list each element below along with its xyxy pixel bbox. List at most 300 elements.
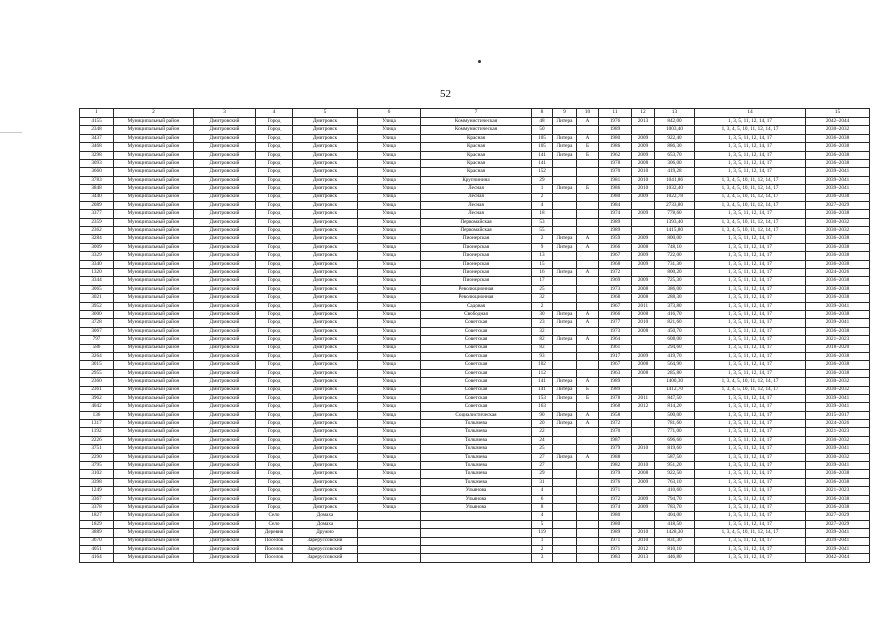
table-cell bbox=[553, 352, 577, 360]
table-cell: Муниципальный район bbox=[114, 495, 194, 503]
table-cell: Красная bbox=[421, 168, 532, 176]
table-cell: 1977 bbox=[599, 319, 632, 327]
table-cell: 3367 bbox=[80, 495, 114, 503]
table-cell: Улица bbox=[358, 319, 421, 327]
table-cell bbox=[632, 512, 655, 520]
table-cell: 3889 bbox=[80, 529, 114, 537]
table-cell bbox=[553, 218, 577, 226]
table-cell: 2018–2020 bbox=[806, 344, 870, 352]
table-row bbox=[80, 252, 870, 260]
table-cell: Улица bbox=[358, 151, 421, 159]
table-cell: Зареруссовский bbox=[293, 537, 358, 545]
table-cell: 32 bbox=[532, 294, 553, 302]
table-cell: Литера bbox=[553, 319, 577, 327]
table-cell: 4051 bbox=[80, 545, 114, 553]
table-cell: 3093 bbox=[80, 159, 114, 167]
table-cell: Дмитровский bbox=[194, 545, 256, 553]
table-cell: 1, 3, 4, 5, 10, 11, 12, 14, 17 bbox=[695, 193, 806, 201]
table-cell: 1967 bbox=[599, 252, 632, 260]
table-cell: 446,80 bbox=[655, 554, 695, 562]
table-cell: Поселок bbox=[256, 537, 293, 545]
table-cell: Улица bbox=[358, 269, 421, 277]
table-cell bbox=[421, 520, 532, 528]
table-cell: Дмитровский bbox=[194, 143, 256, 151]
table-cell: Толкачева bbox=[421, 470, 532, 478]
table-cell: Муниципальный район bbox=[114, 386, 194, 394]
column-number: 15 bbox=[806, 109, 870, 118]
table-cell: 1, 3, 5, 11, 12, 14, 17 bbox=[695, 243, 806, 251]
table-cell bbox=[577, 545, 599, 553]
table-cell: Город bbox=[256, 210, 293, 218]
table-cell: А bbox=[577, 235, 599, 243]
table-cell bbox=[358, 537, 421, 545]
table-cell bbox=[632, 378, 655, 386]
table-cell: 1, 3, 4, 5, 10, 11, 12, 14, 17 bbox=[695, 378, 806, 386]
table-cell: Дмитровск bbox=[293, 185, 358, 193]
table-row bbox=[80, 302, 870, 310]
table-cell: 6 bbox=[532, 495, 553, 503]
table-cell: Улица bbox=[358, 243, 421, 251]
table-cell: Дмитровск bbox=[293, 470, 358, 478]
table-row bbox=[80, 470, 870, 478]
table-cell: 2361 bbox=[80, 386, 114, 394]
table-cell: 794,70 bbox=[655, 495, 695, 503]
table-cell: 2 bbox=[532, 302, 553, 310]
table-cell: Дмитровск bbox=[293, 453, 358, 461]
table-cell: 3340 bbox=[80, 260, 114, 268]
table-cell: 814,20 bbox=[655, 403, 695, 411]
table-cell: Муниципальный район bbox=[114, 503, 194, 511]
table-cell: Дмитровск bbox=[293, 134, 358, 142]
table-cell: 1, 3, 4, 5, 10, 11, 12, 14, 17 bbox=[695, 386, 806, 394]
table-cell: 1971 bbox=[599, 545, 632, 553]
table-cell: Дмитровск bbox=[293, 243, 358, 251]
table-cell: Садовая bbox=[421, 302, 532, 310]
table-cell: Муниципальный район bbox=[114, 285, 194, 293]
table-cell: 821,60 bbox=[655, 319, 695, 327]
table-cell: 778,60 bbox=[655, 210, 695, 218]
table-cell: 48 bbox=[532, 118, 553, 126]
table-cell: Муниципальный район bbox=[114, 411, 194, 419]
table-cell bbox=[421, 512, 532, 520]
table-cell: 2010 bbox=[632, 168, 655, 176]
table-row bbox=[80, 294, 870, 302]
table-cell bbox=[553, 445, 577, 453]
table-cell: 141 bbox=[532, 151, 553, 159]
table-cell: Зареруссовский bbox=[293, 545, 358, 553]
table-cell: Советская bbox=[421, 386, 532, 394]
table-cell bbox=[553, 478, 577, 486]
column-number: 14 bbox=[695, 109, 806, 118]
table-cell bbox=[577, 478, 599, 486]
table-cell: 2362 bbox=[80, 227, 114, 235]
table-cell: Дмитровский bbox=[194, 134, 256, 142]
table-cell: Муниципальный район bbox=[114, 252, 194, 260]
table-cell: Дмитровский bbox=[194, 470, 256, 478]
table-cell bbox=[553, 260, 577, 268]
table-cell: Город bbox=[256, 302, 293, 310]
table-cell: Первомайская bbox=[421, 218, 532, 226]
table-cell: Муниципальный район bbox=[114, 235, 194, 243]
table-cell: Улица bbox=[358, 118, 421, 126]
table-cell bbox=[553, 520, 577, 528]
table-cell: 2009 bbox=[632, 235, 655, 243]
table-cell: 2036–2038 bbox=[806, 285, 870, 293]
table-cell: Город bbox=[256, 436, 293, 444]
table-cell: 748,10 bbox=[655, 243, 695, 251]
table-cell: Город bbox=[256, 327, 293, 335]
table-cell: Муниципальный район bbox=[114, 436, 194, 444]
table-cell: 30 bbox=[532, 310, 553, 318]
table-cell: 1980 bbox=[599, 193, 632, 201]
table-cell bbox=[553, 436, 577, 444]
table-cell: 1967 bbox=[599, 302, 632, 310]
table-cell: Улица bbox=[358, 411, 421, 419]
table-cell: 781,60 bbox=[655, 420, 695, 428]
table-cell: 2030–2032 bbox=[806, 453, 870, 461]
table-cell: 105 bbox=[532, 143, 553, 151]
table-cell: Лесная bbox=[421, 201, 532, 209]
table-cell: 1, 3, 5, 11, 12, 14, 17 bbox=[695, 428, 806, 436]
table-cell: 1970 bbox=[599, 428, 632, 436]
table-cell: 922,50 bbox=[655, 470, 695, 478]
table-cell: 82 bbox=[532, 344, 553, 352]
table-row bbox=[80, 285, 870, 293]
table-cell: 24 bbox=[532, 436, 553, 444]
table-cell: 3021 bbox=[80, 294, 114, 302]
table-cell: 2024–2026 bbox=[806, 269, 870, 277]
table-cell: 2036–2038 bbox=[806, 495, 870, 503]
table-cell: 50 bbox=[532, 126, 553, 134]
table-cell: 1, 3, 5, 11, 12, 14, 17 bbox=[695, 503, 806, 511]
table-cell: 22 bbox=[532, 428, 553, 436]
table-cell: Дмитровский bbox=[194, 529, 256, 537]
table-cell: 1 bbox=[532, 537, 553, 545]
table-cell: А bbox=[577, 411, 599, 419]
table-cell: Дмитровск bbox=[293, 378, 358, 386]
table-cell: 2030–2032 bbox=[806, 126, 870, 134]
table-cell: 1, 3, 4, 5, 10, 11, 12, 14, 17 bbox=[695, 227, 806, 235]
table-cell: Дмитровск bbox=[293, 285, 358, 293]
table-cell bbox=[553, 462, 577, 470]
table-cell: Город bbox=[256, 369, 293, 377]
table-cell: Дмитровский bbox=[194, 554, 256, 562]
table-cell bbox=[577, 436, 599, 444]
table-cell: 53 bbox=[532, 218, 553, 226]
table-cell: 2039–2041 bbox=[806, 394, 870, 402]
table-cell: 112 bbox=[532, 369, 553, 377]
table-cell: Город bbox=[256, 344, 293, 352]
table-cell: Муниципальный район bbox=[114, 118, 194, 126]
table-cell: 800,20 bbox=[655, 269, 695, 277]
table-cell: 1, 3, 4, 5, 10, 11, 12, 14, 17 bbox=[695, 529, 806, 537]
table-cell: 2042–2044 bbox=[806, 118, 870, 126]
table-cell: 1979 bbox=[599, 445, 632, 453]
table-cell: 141 bbox=[532, 378, 553, 386]
table-cell: 2009 bbox=[632, 352, 655, 360]
table-cell: Дмитровский bbox=[194, 386, 256, 394]
table-cell: 3962 bbox=[80, 394, 114, 402]
table-cell: Город bbox=[256, 310, 293, 318]
table-cell: Дмитровск bbox=[293, 352, 358, 360]
table-cell: Дмитровский bbox=[194, 218, 256, 226]
column-number: 12 bbox=[632, 109, 655, 118]
table-cell: 847,50 bbox=[655, 394, 695, 402]
table-cell: 55 bbox=[532, 227, 553, 235]
table-cell: Город bbox=[256, 252, 293, 260]
table-cell: Дмитровск bbox=[293, 277, 358, 285]
table-cell: 3329 bbox=[80, 252, 114, 260]
table-cell: Дмитровск bbox=[293, 344, 358, 352]
table-cell: 1968 bbox=[599, 260, 632, 268]
table-cell: 2036–2038 bbox=[806, 193, 870, 201]
table-cell: 3952 bbox=[80, 302, 114, 310]
table-cell: Город bbox=[256, 227, 293, 235]
table-cell: Город bbox=[256, 428, 293, 436]
table-cell bbox=[553, 529, 577, 537]
table-row bbox=[80, 227, 870, 235]
table-cell: Дмитровский bbox=[194, 487, 256, 495]
table-cell: Дмитровский bbox=[194, 503, 256, 511]
table-cell bbox=[577, 210, 599, 218]
table-cell: 4 bbox=[532, 201, 553, 209]
table-cell: Город bbox=[256, 478, 293, 486]
table-cell: Улица bbox=[358, 260, 421, 268]
table-cell: 1989 bbox=[599, 386, 632, 394]
table-row bbox=[80, 336, 870, 344]
table-cell bbox=[553, 210, 577, 218]
table-cell: 1, 3, 4, 5, 10, 11, 12, 14, 17 bbox=[695, 126, 806, 134]
table-cell: Дмитровский bbox=[194, 227, 256, 235]
table-cell: Дмитровск bbox=[293, 210, 358, 218]
table-cell: Улица bbox=[358, 495, 421, 503]
table-cell: Дмитровск bbox=[293, 336, 358, 344]
table-cell: Дмитровск bbox=[293, 327, 358, 335]
table-row bbox=[80, 503, 870, 511]
table-cell: 1989 bbox=[599, 126, 632, 134]
table-cell: 1, 3, 5, 11, 12, 14, 17 bbox=[695, 302, 806, 310]
table-row bbox=[80, 386, 870, 394]
table-cell: 2036–2038 bbox=[806, 503, 870, 511]
table-cell: Улица bbox=[358, 159, 421, 167]
table-row bbox=[80, 327, 870, 335]
table-cell: Домаха bbox=[293, 512, 358, 520]
table-cell: 2013 bbox=[632, 554, 655, 562]
table-cell: Коммунистическая bbox=[421, 118, 532, 126]
table-cell: Дмитровск bbox=[293, 495, 358, 503]
table-cell: Улица bbox=[358, 420, 421, 428]
table-cell: 819,60 bbox=[655, 445, 695, 453]
table-cell: Дмитровск bbox=[293, 503, 358, 511]
table-cell: Дмитровский bbox=[194, 294, 256, 302]
table-cell bbox=[632, 201, 655, 209]
table-cell: Улица bbox=[358, 235, 421, 243]
table-row bbox=[80, 118, 870, 126]
column-number: 2 bbox=[114, 109, 194, 118]
table-cell: 2348 bbox=[80, 126, 114, 134]
table-cell bbox=[553, 327, 577, 335]
table-cell: Дмитровский bbox=[194, 520, 256, 528]
table-cell: Город bbox=[256, 411, 293, 419]
table-cell: Улица bbox=[358, 403, 421, 411]
table-cell: Улица bbox=[358, 487, 421, 495]
table-cell: 2030–2032 bbox=[806, 436, 870, 444]
table-cell: 2008 bbox=[632, 294, 655, 302]
table-cell: Город bbox=[256, 126, 293, 134]
table-cell: 2036–2038 bbox=[806, 159, 870, 167]
table-cell: 2039–2041 bbox=[806, 185, 870, 193]
table-row bbox=[80, 403, 870, 411]
table-cell: 1, 3, 5, 11, 12, 14, 17 bbox=[695, 294, 806, 302]
table-cell: Муниципальный район bbox=[114, 554, 194, 562]
table-cell: 1, 3, 5, 11, 12, 14, 17 bbox=[695, 554, 806, 562]
table-cell: Дмитровск bbox=[293, 369, 358, 377]
table-cell: Крупчинина bbox=[421, 176, 532, 184]
table-row bbox=[80, 143, 870, 151]
table-row bbox=[80, 394, 870, 402]
table-cell: Лесная bbox=[421, 210, 532, 218]
table-cell: 2036–2038 bbox=[806, 260, 870, 268]
table-cell: Муниципальный район bbox=[114, 428, 194, 436]
table-cell: 1978 bbox=[599, 394, 632, 402]
table-cell: Дмитровский bbox=[194, 352, 256, 360]
table-cell: 3783 bbox=[80, 176, 114, 184]
table-cell: Литера bbox=[553, 453, 577, 461]
table-cell: 1981 bbox=[599, 176, 632, 184]
table-cell: 1971 bbox=[599, 487, 632, 495]
table-cell: Город bbox=[256, 403, 293, 411]
table-cell: 2036–2038 bbox=[806, 143, 870, 151]
table-cell: 1, 3, 5, 11, 12, 14, 17 bbox=[695, 403, 806, 411]
table-cell: 1400,30 bbox=[655, 378, 695, 386]
table-cell: Улица bbox=[358, 185, 421, 193]
table-cell: Литера bbox=[553, 243, 577, 251]
table-cell: 1, 3, 5, 11, 12, 14, 17 bbox=[695, 168, 806, 176]
table-cell bbox=[358, 512, 421, 520]
table-cell: 1 bbox=[532, 185, 553, 193]
table-cell: 410,60 bbox=[655, 487, 695, 495]
table-cell: Муниципальный район bbox=[114, 227, 194, 235]
table-cell bbox=[577, 327, 599, 335]
table-cell: 4 bbox=[532, 487, 553, 495]
table-cell: 2036–2038 bbox=[806, 252, 870, 260]
table-cell: Литера bbox=[553, 386, 577, 394]
table-row bbox=[80, 193, 870, 201]
table-cell: Дмитровск bbox=[293, 428, 358, 436]
table-cell: 2010 bbox=[632, 529, 655, 537]
table-cell: 419,70 bbox=[655, 352, 695, 360]
table-cell bbox=[577, 445, 599, 453]
table-cell: Б bbox=[577, 394, 599, 402]
table-cell: 2030–2032 bbox=[806, 378, 870, 386]
table-cell: 3015 bbox=[80, 361, 114, 369]
table-cell: Дмитровск bbox=[293, 227, 358, 235]
table-cell: 1959 bbox=[599, 235, 632, 243]
table-cell bbox=[632, 436, 655, 444]
table-cell bbox=[577, 487, 599, 495]
page-number: 52 bbox=[440, 88, 451, 100]
table-cell: 1003,40 bbox=[655, 126, 695, 134]
table-cell: Литера bbox=[553, 151, 577, 159]
table-cell bbox=[577, 126, 599, 134]
table-cell: Город bbox=[256, 294, 293, 302]
table-cell: Улица bbox=[358, 361, 421, 369]
table-cell: 2027–2029 bbox=[806, 512, 870, 520]
table-cell: Дмитровский bbox=[194, 185, 256, 193]
table-cell bbox=[632, 487, 655, 495]
table-row bbox=[80, 378, 870, 386]
table-cell: 1989 bbox=[599, 227, 632, 235]
table-cell: 2021–2023 bbox=[806, 487, 870, 495]
table-cell: Муниципальный район bbox=[114, 126, 194, 134]
table-cell: 3000 bbox=[80, 310, 114, 318]
table-cell: 404,00 bbox=[655, 512, 695, 520]
table-cell: 1972 bbox=[599, 269, 632, 277]
table-cell: 2009 bbox=[632, 151, 655, 159]
table-cell: Литера bbox=[553, 310, 577, 318]
table-cell: 1, 3, 5, 11, 12, 14, 17 bbox=[695, 252, 806, 260]
table-cell: 32 bbox=[532, 327, 553, 335]
table-cell: 25 bbox=[532, 445, 553, 453]
table-row bbox=[80, 319, 870, 327]
table-cell bbox=[553, 201, 577, 209]
table-cell: А bbox=[577, 243, 599, 251]
housing-registry-table bbox=[79, 108, 870, 563]
table-cell bbox=[632, 344, 655, 352]
table-cell: Улица bbox=[358, 369, 421, 377]
table-cell: А bbox=[577, 378, 599, 386]
table-cell bbox=[632, 218, 655, 226]
table-cell: 1, 3, 5, 11, 12, 14, 17 bbox=[695, 470, 806, 478]
table-cell bbox=[553, 285, 577, 293]
table-cell: Муниципальный район bbox=[114, 529, 194, 537]
table-cell: 2039–2041 bbox=[806, 462, 870, 470]
table-cell: 1, 3, 5, 11, 12, 14, 17 bbox=[695, 269, 806, 277]
table-cell: Б bbox=[577, 185, 599, 193]
table-cell bbox=[632, 386, 655, 394]
table-cell: А bbox=[577, 134, 599, 142]
table-cell: 2010 bbox=[632, 445, 655, 453]
table-cell bbox=[577, 294, 599, 302]
table-cell: Муниципальный район bbox=[114, 369, 194, 377]
table-cell: 1967 bbox=[599, 361, 632, 369]
table-cell: 1979 bbox=[599, 470, 632, 478]
table-cell: Дмитровск bbox=[293, 294, 358, 302]
column-number: 9 bbox=[553, 109, 577, 118]
table-cell: Улица bbox=[358, 218, 421, 226]
table-cell: Дмитровский bbox=[194, 243, 256, 251]
table-cell: Лесная bbox=[421, 193, 532, 201]
table-cell: 1, 3, 5, 11, 12, 14, 17 bbox=[695, 512, 806, 520]
table-cell: Город bbox=[256, 243, 293, 251]
table-cell bbox=[553, 470, 577, 478]
table-cell bbox=[553, 176, 577, 184]
table-cell: 25 bbox=[532, 285, 553, 293]
table-cell: Город bbox=[256, 193, 293, 201]
table-cell bbox=[632, 520, 655, 528]
table-cell: 564,90 bbox=[655, 361, 695, 369]
table-cell: Дмитровск bbox=[293, 319, 358, 327]
table-cell: 2009 bbox=[632, 495, 655, 503]
table-cell: Муниципальный район bbox=[114, 143, 194, 151]
table-cell: 419,28 bbox=[655, 168, 695, 176]
table-cell: 153 bbox=[532, 394, 553, 402]
table-cell bbox=[632, 453, 655, 461]
table-cell: 2036–2038 bbox=[806, 235, 870, 243]
table-cell: Дмитровск bbox=[293, 159, 358, 167]
table-cell: Домаха bbox=[293, 520, 358, 528]
table-cell bbox=[577, 470, 599, 478]
